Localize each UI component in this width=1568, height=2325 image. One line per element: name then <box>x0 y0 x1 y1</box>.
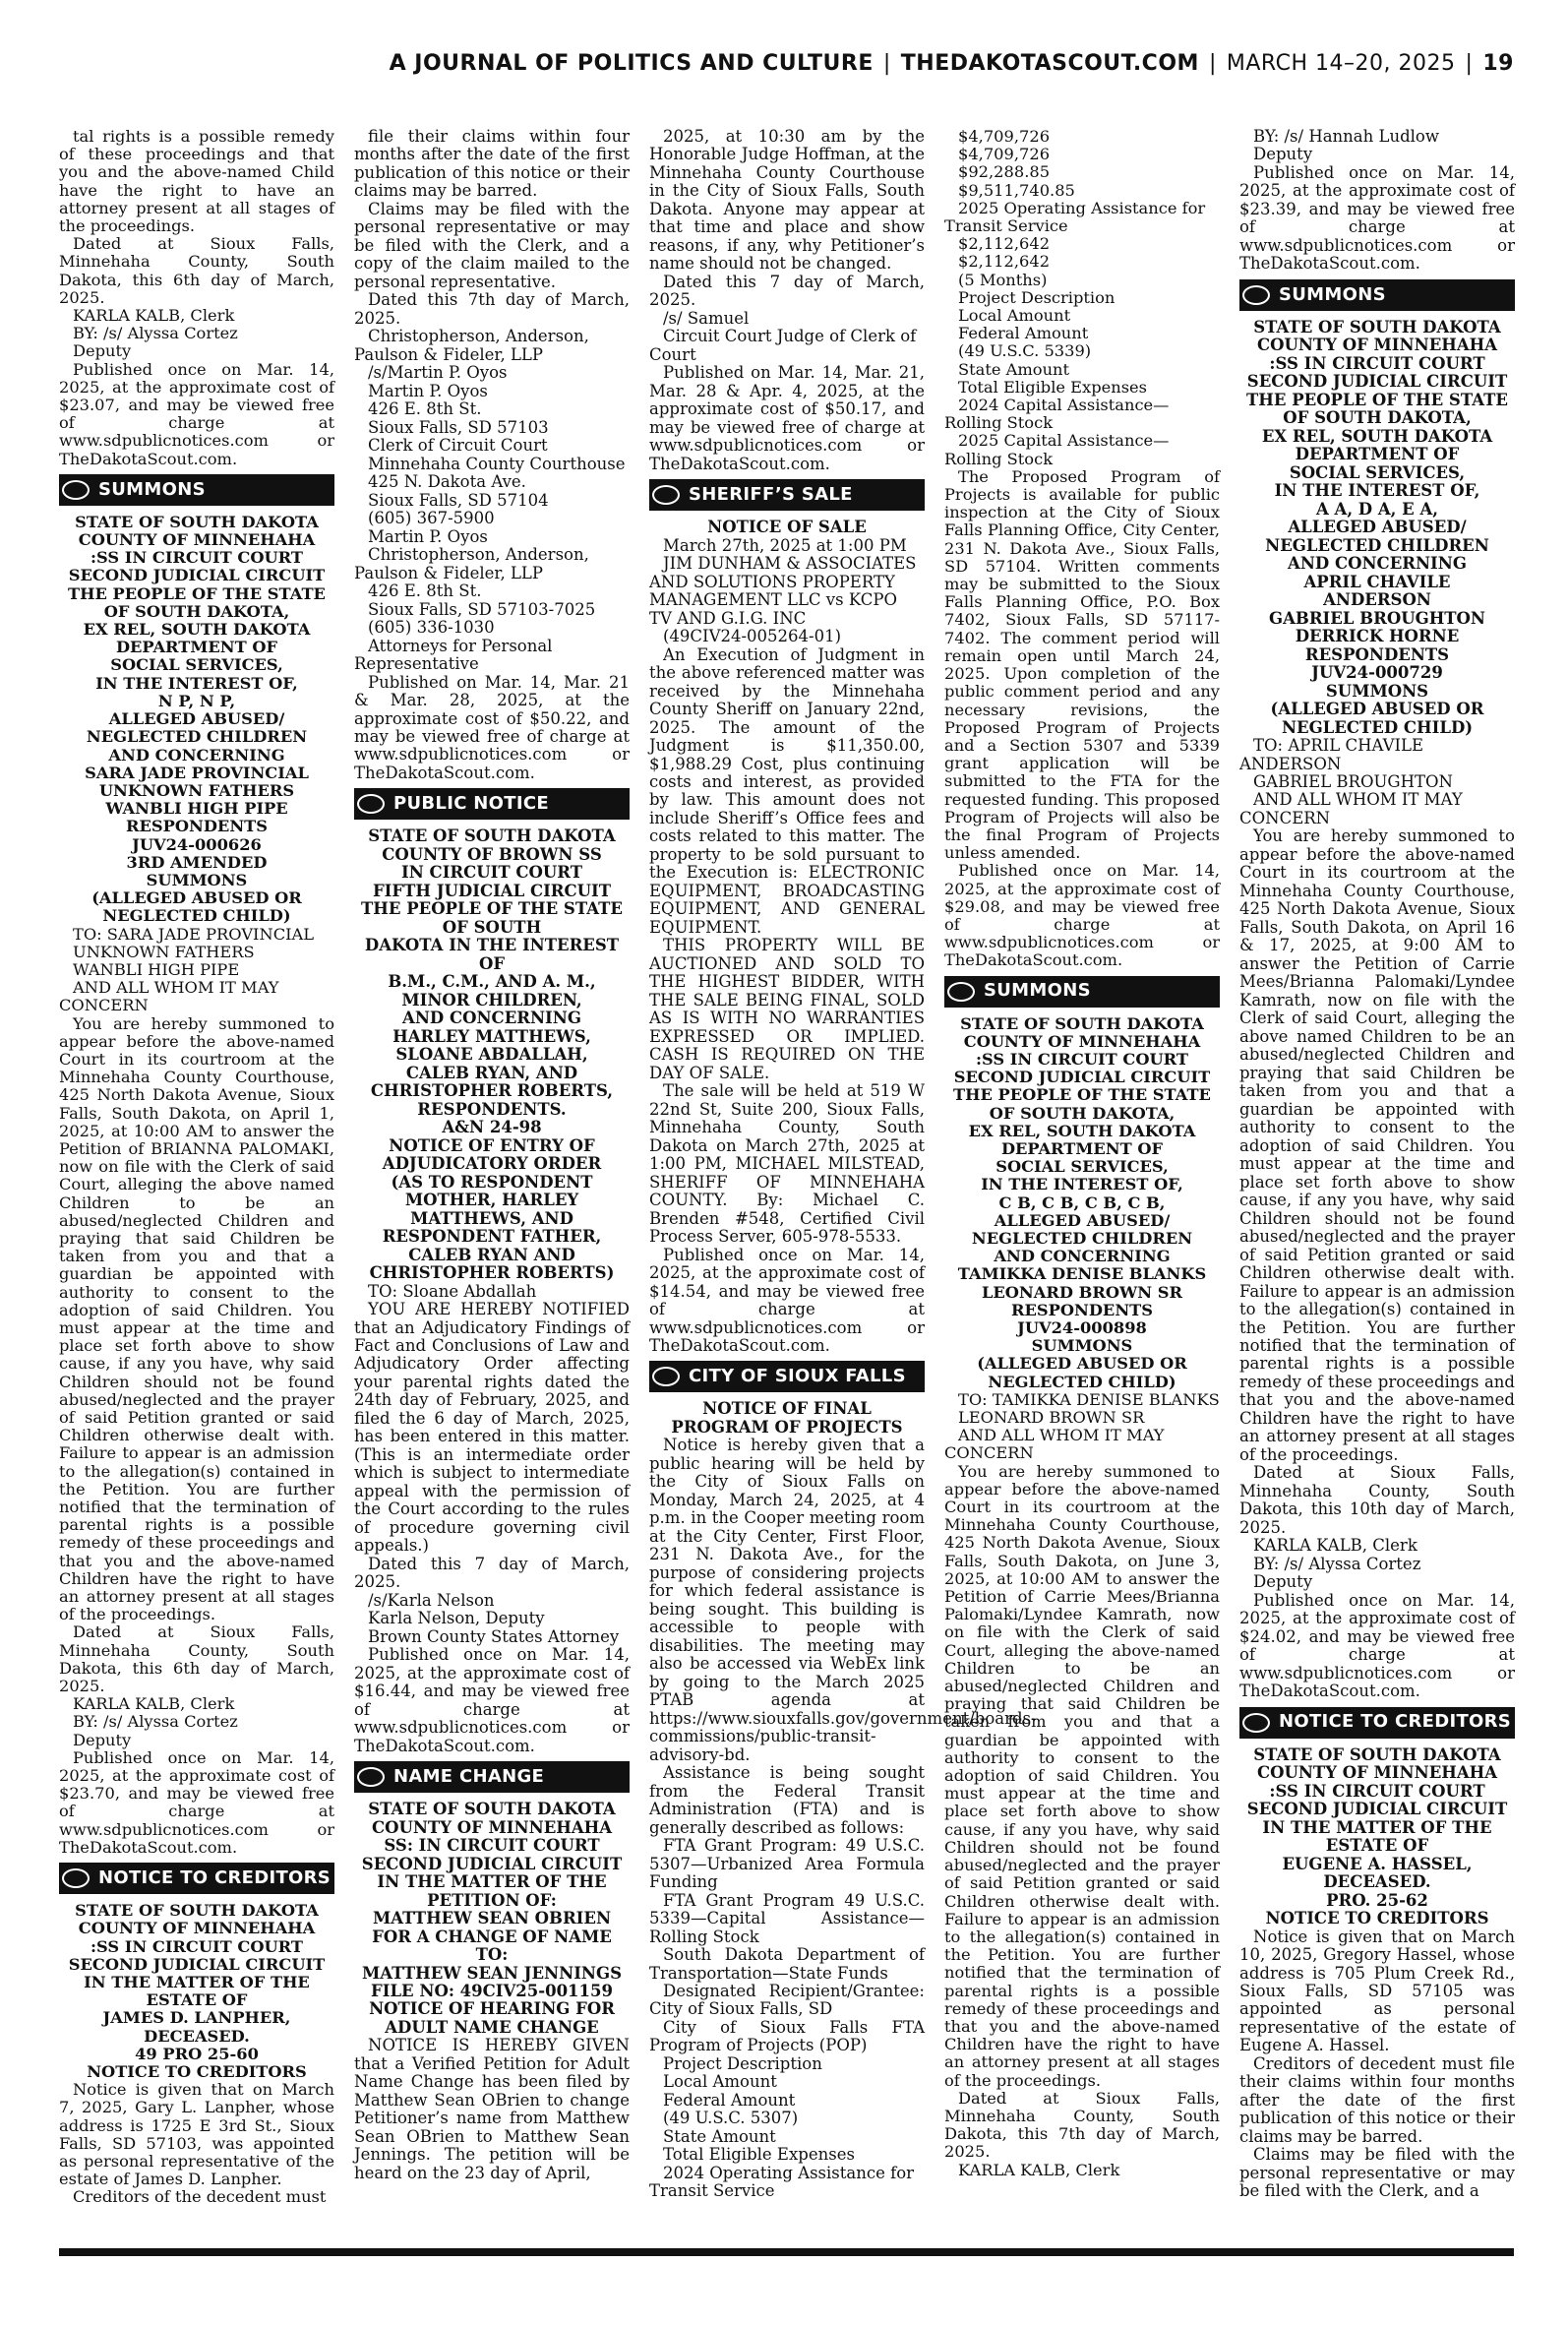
notice-heading-line: DECEASED. <box>1323 1872 1431 1892</box>
notice-heading-line: EX REL, SOUTH DAKOTA <box>1261 426 1493 446</box>
notice-line: (605) 336-1030 <box>368 618 495 638</box>
notice-paragraph: The sale will be held at 519 W 22nd St, Suite 200, Sioux Falls, Minnehaha County, South Dakota on March 27th, 2025 at 1:00 PM, MICHAEL MILSTEAD, SHERIFF OF MINNEHAHA COUNTY. By: Michael C. Brenden #548, Certified Civil Process Server, 605-978-5533. <box>649 1081 925 1247</box>
notice-paragraph: Assistance is being sought from the Federal Transit Administration (FTA) and is generally described as follows: <box>649 1763 925 1837</box>
notice-paragraph: Dated this 7 day of March, 2025. <box>354 1554 630 1592</box>
notice-line: Deputy <box>1253 145 1313 164</box>
notice-heading-line: COUNTY OF MINNEHAHA <box>963 1031 1201 1051</box>
notice-heading-line: STATE OF SOUTH DAKOTA <box>1253 317 1501 337</box>
notice-line: $2,112,642 <box>958 252 1051 272</box>
notice-heading-line: STATE OF SOUTH DAKOTA <box>75 1901 319 1921</box>
notice-line: TO: SARA JADE PROVINCIAL <box>73 924 315 944</box>
notice-paragraph: tal rights is a possible remedy of these proceedings and that you and the above-named Child have the right to have an attorney present at all stages of the proceedings. <box>59 127 334 236</box>
notice-paragraph: South Dakota Department of Transportation—State Funds <box>649 1945 925 1983</box>
notice-heading-line: :SS IN CIRCUIT COURT <box>90 548 303 568</box>
notice-heading-line: SECOND JUDICIAL CIRCUIT <box>953 1068 1211 1087</box>
notice-heading-line: IN THE INTEREST OF, <box>981 1175 1183 1194</box>
section-banner <box>649 1361 925 1392</box>
notice-heading-line: OF SOUTH DAKOTA, <box>1283 408 1472 428</box>
notice-line: Circuit Court Judge of Clerk of Court <box>649 327 917 364</box>
notice-heading-line: RESPONDENTS. <box>417 1099 567 1119</box>
notice-heading-line: NOTICE TO CREDITORS <box>87 2061 307 2081</box>
megaphone-icon <box>59 474 92 506</box>
notice-heading-line: NOTICE OF HEARING FOR <box>369 1999 615 2019</box>
notice-heading-line: NOTICE OF FINAL <box>702 1399 872 1419</box>
notice-heading-line: NEGLECTED CHILD) <box>102 906 291 926</box>
notice-heading-line: CHRISTOPHER ROBERTS) <box>369 1263 615 1283</box>
notice-heading-line: SECOND JUDICIAL CIRCUIT <box>68 1954 326 1974</box>
section-banner <box>1239 279 1515 311</box>
notice-heading-line: STATE OF SOUTH DAKOTA <box>368 826 616 846</box>
notice-heading-line: DECEASED. <box>144 2026 250 2046</box>
notice-heading-line: SOCIAL SERVICES, <box>110 655 283 675</box>
notice-heading-line: WANBLI HIGH PIPE <box>105 799 288 819</box>
notice-line: Minnehaha County Courthouse <box>368 454 626 473</box>
notice-line: Deputy <box>1253 1572 1313 1592</box>
notice-paragraph: Dated at Sioux Falls, Minnehaha County, South Dakota, this 7th day of March, 2025. <box>944 2088 1220 2162</box>
notice-heading-line: :SS IN CIRCUIT COURT <box>1269 353 1485 373</box>
notice-paragraph: YOU ARE HEREBY NOTIFIED that an Adjudicatory Findings of Fact and Conclusions of Law and Adjudicatory Order affecting your parental rights dated the 24th day of February, 2025, and filed the 6 day of March, 2025, has been entered in this matter. (This is an intermediate order which is subject to intermediate appeal with the permission of the Court according to the rules of procedure governing civil appeals.) <box>354 1300 630 1556</box>
notice-heading-line: DAKOTA IN THE INTEREST <box>364 936 620 955</box>
notice-heading-line: IN THE INTEREST OF, <box>95 673 298 693</box>
section-banner <box>649 479 925 511</box>
notice-line: LEONARD BROWN SR <box>958 1408 1145 1428</box>
notice-heading-line: MATTHEW SEAN JENNINGS <box>361 1963 623 1983</box>
notice-paragraph: 2025, at 10:30 am by the Honorable Judge Hoffman, at the Minnehaha County Courthouse in the City of Sioux Falls, South Dakota. Anyone may appear at that time and place and show reasons, if any, why Petitioner’s name should not be changed. <box>649 127 925 274</box>
notice-heading-line: NOTICE OF SALE <box>707 518 867 537</box>
notice-heading-line: IN THE MATTER OF THE <box>84 1972 310 1991</box>
notice-line: KARLA KALB, Clerk <box>958 2160 1120 2179</box>
notice-paragraph: Published once on Mar. 14, 2025, at the approximate cost of $23.39, and may be viewed free of charge at www.sdpublicnotices.com or TheDakotaScout.com. <box>1239 162 1515 274</box>
section-banner-label: SHERIFF’S SALE <box>689 483 853 505</box>
notice-line: $2,112,642 <box>958 234 1051 254</box>
notice-heading-line: COUNTY OF MINNEHAHA <box>78 1919 316 1938</box>
notice-line: $4,709,726 <box>958 127 1051 146</box>
column-1 <box>59 128 334 2229</box>
notice-line: KARLA KALB, Clerk <box>73 1694 235 1714</box>
notice-line: BY: /s/ Alyssa Cortez <box>1253 1554 1421 1573</box>
notice-heading-line: SOCIAL SERVICES, <box>1289 462 1466 482</box>
notice-heading-line: JUV24-000898 <box>1017 1318 1147 1337</box>
notice-line: WANBLI HIGH PIPE <box>73 959 240 979</box>
notice-heading-line: COUNTY OF MINNEHAHA <box>78 530 316 550</box>
notice-line: KARLA KALB, Clerk <box>1253 1536 1417 1556</box>
notice-paragraph: Published on Mar. 14, Mar. 21, Mar. 28 & Apr. 4, 2025, at the approximate cost of $50.17, and may be viewed free of charge at www.sdpublicnotices.com or TheDakotaScout.com. <box>649 363 925 473</box>
notice-line: /s/Martin P. Oyos <box>368 363 508 383</box>
notice-heading-line: MOTHER, HARLEY <box>404 1191 579 1210</box>
notice-heading-line: PROGRAM OF PROJECTS <box>671 1417 903 1437</box>
notice-heading-line: AND CONCERNING <box>402 1009 581 1028</box>
notice-line: TO: TAMIKKA DENISE BLANKS <box>958 1389 1220 1409</box>
notice-line: 426 E. 8th St. <box>368 399 482 419</box>
notice-heading-line: SECOND JUDICIAL CIRCUIT <box>68 566 326 585</box>
notice-heading-line: SOCIAL SERVICES, <box>995 1157 1169 1177</box>
notice-heading-line: DERRICK HORNE <box>1295 627 1460 646</box>
notice-line: $9,511,740.85 <box>958 180 1075 200</box>
notice-heading-line: IN THE MATTER OF THE <box>377 1872 607 1892</box>
notice-heading-line: 49 PRO 25-60 <box>135 2044 259 2063</box>
notice-paragraph: Published once on Mar. 14, 2025, at the approximate cost of $23.07, and may be viewed free of charge at www.sdpublicnotices.com or TheDakotaScout.com. <box>59 359 334 468</box>
notice-heading-line: NEGLECTED CHILD) <box>988 1372 1176 1391</box>
notice-heading-line: IN CIRCUIT COURT <box>401 863 582 883</box>
notice-line: Martin P. Oyos <box>368 381 488 400</box>
notice-line: (49CIV24-005264-01) <box>663 627 842 646</box>
notice-line: Federal Amount <box>958 324 1089 343</box>
notice-heading-line: RESPONDENTS <box>1304 644 1450 664</box>
notice-line: Brown County States Attorney <box>368 1626 620 1646</box>
notice-heading-line: (AS TO RESPONDENT <box>391 1172 593 1192</box>
notice-heading-line: MINOR CHILDREN, <box>401 990 582 1010</box>
notice-line: AND ALL WHOM IT MAY CONCERN <box>59 978 279 1015</box>
notice-heading-line: EUGENE A. HASSEL, <box>1282 1854 1473 1873</box>
notice-heading-line: COUNTY OF BROWN SS <box>382 844 602 864</box>
notice-heading-line: DEPARTMENT OF <box>115 638 278 657</box>
notice-paragraph: THIS PROPERTY WILL BE AUCTIONED AND SOLD TO THE HIGHEST BIDDER, WITH THE SALE BEING FINAL, SOLD AS IS WITH NO WARRANTIES EXPRESSED OR IMPLIED. CASH IS REQUIRED ON THE DAY OF SALE. <box>649 936 925 1082</box>
notice-paragraph: file their claims within four months after the date of the first publication of this notice or their claims may be barred. <box>354 127 630 201</box>
notice-paragraph: NOTICE IS HEREBY GIVEN that a Verified Petition for Adult Name Change has been filed by Matthew Sean OBrien to change Petitioner’s name from Matthew Sean OBrien to Matthew Sean Jennings. The petition will be heard on the 23 day of April, <box>354 2036 630 2182</box>
footer-rule <box>59 2248 1514 2256</box>
notice-heading-line: THE PEOPLE OF THE STATE <box>953 1085 1211 1105</box>
notice-paragraph: Dated this 7th day of March, 2025. <box>354 290 630 328</box>
section-banner <box>59 1863 334 1894</box>
section-banner <box>354 1761 630 1793</box>
notice-heading-line: MATTHEWS, AND <box>410 1208 573 1228</box>
notice-paragraph: Dated at Sioux Falls, Minnehaha County, South Dakota, this 6th day of March, 2025. <box>59 1622 334 1696</box>
notice-line: Local Amount <box>663 2072 777 2092</box>
notice-paragraph: Dated this 7 day of March, 2025. <box>649 272 925 310</box>
notice-paragraph: An Execution of Judgment in the above referenced matter was received by the Minnehaha County Sheriff on January 22nd, 2025. The amount of the Judgment is $11,350.00, $1,988.29 Cost, plus continuing costs and interest, as provided by law. This amount does not include Sheriff’s Office fees and costs related to this matter. The property to be sold pursuant to the Execution is: ELECTRONIC EQUIPMENT, BROADCASTING EQUIPMENT, AND GENERAL EQUIPMENT. <box>649 644 925 937</box>
notice-heading-line: (ALLEGED ABUSED OR <box>977 1354 1187 1374</box>
notice-heading-line: (ALLEGED ABUSED OR <box>91 888 302 908</box>
notice-line: Christopherson, Anderson, Paulson & Fideler, LLP <box>354 545 589 582</box>
section-banner-label: PUBLIC NOTICE <box>393 793 549 815</box>
notice-paragraph: Claims may be filed with the personal representative or may be filed with the Clerk, and a <box>1239 2145 1515 2201</box>
notice-line: TO: APRIL CHAVILE ANDERSON <box>1239 736 1424 773</box>
notice-paragraph: You are hereby summoned to appear before the above-named Court in its courtroom at the Minnehaha County Courthouse, 425 North Dakota Avenue, Sioux Falls, South Dakota, on April 16 & 17, 2025, at 9:00 AM to answer the Petition of Carrie Mees/Brianna Palomaki/Lyndee Kamrath, now on file with the Clerk of said Court, alleging the above named Children to be an abused/neglected Children and praying that said Children be taken from you and that a guardian be appointed with authority to consent to the adoption of said Children. You must appear at the time and place set forth above to show cause, if any you have, why said Children should not be found abused/neglected and the prayer of said Petition granted or said Children otherwise dealt with. Failure to appear is an admission to the allegation(s) contained in the Petition. You are further notified that the termination of parental rights is a possible remedy of these proceedings and that you and the above-named Children have the right to have an attorney present at all stages of the proceedings. <box>1239 826 1515 1464</box>
notice-heading-line: ADJUDICATORY ORDER <box>382 1154 602 1174</box>
section-banner-label: NAME CHANGE <box>393 1765 545 1787</box>
notice-heading-line: COUNTY OF MINNEHAHA <box>1256 336 1498 355</box>
notice-heading-line: 3RD AMENDED <box>126 852 268 872</box>
notice-heading-line: RESPONDENTS <box>125 817 268 836</box>
notice-heading-line: SUMMONS <box>1031 1336 1133 1356</box>
notice-line: UNKNOWN FATHERS <box>73 942 255 961</box>
megaphone-icon <box>1239 279 1273 311</box>
notice-heading-line: NOTICE TO CREDITORS <box>1265 1909 1489 1928</box>
notice-line: Total Eligible Expenses <box>958 377 1147 397</box>
notice-heading-line: SECOND JUDICIAL CIRCUIT <box>1246 1800 1508 1819</box>
megaphone-icon <box>649 479 683 511</box>
notice-line: Federal Amount <box>663 2090 796 2110</box>
notice-line: Deputy <box>73 1730 132 1749</box>
notice-heading-line: HARLEY MATTHEWS, <box>392 1026 591 1046</box>
notice-paragraph: You are hereby summoned to appear before the above-named Court in its courtroom at the Minnehaha County Courthouse, 425 North Dakota Avenue, Sioux Falls, South Dakota, on April 1, 2025, at 10:00 AM to answer the Petition of BRIANNA PALOMAKI, now on file with the Clerk of said Court, alleging the above named Children to be an abused/neglected Children and praying that said Children be taken from you and that a guardian be appointed with authority to consent to the adoption of said Children. You must appear at the time and place set forth above to show cause, if any you have, why said Children should not be found abused/neglected and the prayer of said Petition granted or said Children otherwise dealt with. Failure to appear is an admission to the allegation(s) contained in the Petition. You are further notified that the termination of parental rights is a possible remedy of these proceedings and that you and the above-named Children have the right to have an attorney present at all stages of the proceedings. <box>59 1013 334 1624</box>
notice-heading-line: EX REL, SOUTH DAKOTA <box>968 1121 1196 1140</box>
notice-heading-line: STATE OF SOUTH DAKOTA <box>960 1013 1204 1033</box>
notice-line: TO: Sloane Abdallah <box>368 1281 537 1301</box>
notice-paragraph: Creditors of the decedent must <box>73 2187 327 2207</box>
notice-heading-line: NEGLECTED CHILDREN <box>1265 535 1489 555</box>
notice-heading-line: ALLEGED ABUSED/ <box>1288 518 1467 537</box>
notice-line: Deputy <box>73 341 132 361</box>
notice-line: /s/ Samuel <box>663 308 750 328</box>
notice-paragraph: Published once on Mar. 14, 2025, at the approximate cost of $23.70, and may be viewed free of charge at www.sdpublicnotices.com or TheDakotaScout.com. <box>59 1747 334 1857</box>
notice-heading-line: ESTATE OF <box>146 1990 248 2010</box>
notice-heading-line: MATTHEW SEAN OBRIEN <box>372 1909 612 1928</box>
notice-heading-line: FOR A CHANGE OF NAME <box>372 1927 612 1946</box>
notice-heading-line: SECOND JUDICIAL CIRCUIT <box>361 1854 623 1873</box>
notice-heading-line: RESPONDENT FATHER, <box>382 1227 602 1247</box>
section-banner-label: NOTICE TO CREDITORS <box>1279 1711 1512 1733</box>
notice-heading-line: SARA JADE PROVINCIAL <box>85 763 309 782</box>
notice-heading-line: NEGLECTED CHILDREN <box>86 727 308 747</box>
notice-paragraph: Published once on Mar. 14, 2025, at the approximate cost of $24.02, and may be viewed free of charge at www.sdpublicnotices.com or TheDakotaScout.com. <box>1239 1590 1515 1701</box>
notice-heading-line: CALEB RYAN, AND <box>405 1063 578 1082</box>
notice-line: (49 U.S.C. 5307) <box>663 2109 799 2128</box>
notice-heading-line: THE PEOPLE OF THE STATE <box>361 899 623 919</box>
notice-heading-line: PRO. 25-62 <box>1326 1890 1428 1910</box>
page-number: 19 <box>1482 51 1514 76</box>
notice-line: BY: /s/ Hannah Ludlow <box>1253 127 1439 146</box>
notice-heading-line: SUMMONS <box>146 870 248 889</box>
notice-heading-line: OF SOUTH DAKOTA, <box>103 601 290 621</box>
site-name: THEDAKOTASCOUT.COM <box>900 51 1199 76</box>
notice-line: AND ALL WHOM IT MAY CONCERN <box>944 1426 1165 1463</box>
section-banner <box>944 976 1220 1008</box>
notice-paragraph: Published once on Mar. 14, 2025, at the approximate cost of $16.44, and may be viewed free of charge at www.sdpublicnotices.com or TheDakotaScout.com. <box>354 1645 630 1755</box>
notice-heading-line: :SS IN CIRCUIT COURT <box>1269 1781 1485 1801</box>
notice-heading-line: ANDERSON <box>1323 590 1431 610</box>
section-banner-label: CITY OF SIOUX FALLS <box>689 1366 906 1387</box>
megaphone-icon <box>649 1361 683 1392</box>
notice-heading-line: A&N 24-98 <box>442 1118 542 1137</box>
notice-heading-line: SECOND JUDICIAL CIRCUIT <box>1246 372 1508 392</box>
notice-heading-line: JAMES D. LANPHER, <box>102 2008 291 2028</box>
notice-heading-line: OF SOUTH <box>442 917 542 937</box>
notice-line: KARLA KALB, Clerk <box>73 306 235 326</box>
notice-heading-line: JUV24-000729 <box>1311 663 1443 683</box>
notice-heading-line: :SS IN CIRCUIT COURT <box>90 1936 303 1956</box>
notice-line: 2025 Capital Assistance—Rolling Stock <box>944 431 1170 468</box>
notice-paragraph: Notice is given that on March 10, 2025, Gregory Hassel, whose address is 705 Plum Creek Rd., Sioux Falls, SD 57105 was appointed as personal representative of the estate of Eugene A. Hassel. <box>1239 1927 1515 2055</box>
notice-paragraph: Dated at Sioux Falls, Minnehaha County, South Dakota, this 10th day of March, 2025. <box>1239 1463 1515 1537</box>
notice-line: Local Amount <box>958 306 1071 326</box>
notice-heading-line: TAMIKKA DENISE BLANKS <box>957 1264 1207 1284</box>
notice-line: March 27th, 2025 at 1:00 PM <box>663 535 907 555</box>
section-banner <box>59 474 334 506</box>
notice-heading-line: TO: <box>475 1945 509 1965</box>
notice-heading-line: COUNTY OF MINNEHAHA <box>1256 1763 1498 1783</box>
notice-heading-line: AND CONCERNING <box>1288 554 1467 574</box>
notice-line: /s/Karla Nelson <box>368 1590 495 1610</box>
notice-line: (605) 367-5900 <box>368 509 495 528</box>
notice-heading-line: (ALLEGED ABUSED OR <box>1270 700 1484 719</box>
notice-heading-line: C B, C B, C B, C B, <box>998 1193 1166 1212</box>
notice-line: 426 E. 8th St. <box>368 581 482 601</box>
notice-heading-line: LEONARD BROWN SR <box>981 1282 1183 1302</box>
notice-heading-line: SS: IN CIRCUIT COURT <box>384 1836 600 1856</box>
notice-heading-line: IN THE MATTER OF THE <box>1262 1817 1492 1837</box>
notice-heading-line: EX REL, SOUTH DAKOTA <box>83 620 311 640</box>
notice-heading-line: THE PEOPLE OF THE STATE <box>68 583 326 603</box>
megaphone-icon <box>1239 1707 1273 1739</box>
notice-line: Project Description <box>958 287 1116 307</box>
notice-heading-line: STATE OF SOUTH DAKOTA <box>1253 1744 1501 1764</box>
notice-line: Sioux Falls, SD 57104 <box>368 490 549 510</box>
notice-paragraph: Published on Mar. 14, Mar. 21 & Mar. 28, 2025, at the approximate cost of $50.22, and may be viewed free of charge at www.sdpublicnotices.com or TheDakotaScout.com. <box>354 672 630 782</box>
notice-line: Martin P. Oyos <box>368 526 488 546</box>
notice-line: State Amount <box>958 359 1070 379</box>
notice-line: Christopherson, Anderson, Paulson & Fideler, LLP <box>354 327 589 364</box>
notice-line: $4,709,726 <box>958 145 1051 164</box>
notice-line: BY: /s/ Alyssa Cortez <box>73 324 238 343</box>
notice-paragraph: Dated at Sioux Falls, Minnehaha County, South Dakota, this 6th day of March, 2025. <box>59 234 334 307</box>
notice-heading-line: STATE OF SOUTH DAKOTA <box>75 512 319 531</box>
notice-line: 2024 Capital Assistance—Rolling Stock <box>944 396 1170 433</box>
column-2 <box>354 128 630 2229</box>
notice-paragraph: FTA Grant Program: 49 U.S.C. 5307—Urbanized Area Formula Funding <box>649 1836 925 1892</box>
notice-line: AND ALL WHOM IT MAY CONCERN <box>1239 790 1463 827</box>
notice-line: State Amount <box>663 2126 776 2146</box>
notice-heading-line: :SS IN CIRCUIT COURT <box>976 1049 1188 1069</box>
megaphone-icon <box>59 1863 92 1894</box>
megaphone-icon <box>354 788 388 820</box>
notice-paragraph: Claims may be filed with the personal representative or may be filed with the Clerk, and a copy of the claim mailed to the personal representative. <box>354 199 630 291</box>
notice-heading-line: ALLEGED ABUSED/ <box>994 1210 1171 1230</box>
notice-paragraph: FTA Grant Program 49 U.S.C. 5339—Capital Assistance—Rolling Stock <box>649 1890 925 1946</box>
notice-paragraph: Designated Recipient/Grantee: City of Sioux Falls, SD <box>649 1981 925 2019</box>
notice-heading-line: RESPONDENTS <box>1010 1300 1153 1319</box>
notice-heading-line: FIFTH JUDICIAL CIRCUIT <box>372 881 612 900</box>
notice-heading-line: OF SOUTH DAKOTA, <box>989 1103 1176 1123</box>
notice-heading-line: ALLEGED ABUSED/ <box>108 709 285 729</box>
notice-heading-line: ADULT NAME CHANGE <box>385 2017 599 2037</box>
notice-heading-line: SLOANE ABDALLAH, <box>395 1045 588 1065</box>
section-banner <box>354 788 630 820</box>
notice-heading-line: CHRISTOPHER ROBERTS, <box>370 1081 614 1101</box>
column-4 <box>944 128 1220 2229</box>
notice-paragraph: City of Sioux Falls FTA Program of Projects (POP) <box>649 2017 925 2055</box>
notice-heading-line: STATE OF SOUTH DAKOTA <box>368 1800 616 1819</box>
notice-heading-line: DEPARTMENT OF <box>1000 1138 1164 1158</box>
notice-line: 2024 Operating Assistance for Transit Service <box>649 2163 915 2201</box>
megaphone-icon <box>354 1761 388 1793</box>
notice-heading-line: B.M., C.M., AND A. M., <box>388 972 596 992</box>
section-banner-label: SUMMONS <box>98 478 206 500</box>
notice-heading-line: GABRIEL BROUGHTON <box>1268 608 1486 628</box>
notice-line: Project Description <box>663 2053 822 2073</box>
notice-heading-line: NEGLECTED CHILDREN <box>971 1228 1193 1248</box>
notice-heading-line: FILE NO: 49CIV25-001159 <box>371 1981 613 2000</box>
section-banner-label: NOTICE TO CREDITORS <box>98 1866 332 1888</box>
notice-paragraph: Published once on Mar. 14, 2025, at the approximate cost of $29.08, and may be viewed free of charge at www.sdpublicnotices.com or TheDakotaScout.com. <box>944 861 1220 970</box>
notice-heading-line: COUNTY OF MINNEHAHA <box>371 1817 613 1837</box>
notice-heading-line: APRIL CHAVILE <box>1303 572 1451 591</box>
page-header: A JOURNAL OF POLITICS AND CULTURE | THEDAKOTASCOUT.COM | MARCH 14–20, 2025 | 19 <box>389 51 1514 76</box>
notice-paragraph: Creditors of decedent must file their claims within four months after the date of the first publication of this notice or their claims may be barred. <box>1239 2053 1515 2146</box>
notice-line: (49 U.S.C. 5339) <box>958 341 1092 361</box>
notice-line: Sioux Falls, SD 57103 <box>368 417 549 437</box>
notice-line: GABRIEL BROUGHTON <box>1253 771 1453 791</box>
notice-heading-line: N P, N P, <box>157 691 236 710</box>
issue-dates: MARCH 14–20, 2025 <box>1226 51 1456 76</box>
notice-line: BY: /s/ Alyssa Cortez <box>73 1712 238 1732</box>
notice-line: 2025 Operating Assistance for Transit Service <box>944 198 1206 236</box>
notice-paragraph: You are hereby summoned to appear before the above-named Court in its courtroom at the Minnehaha County Courthouse, 425 North Dakota Avenue, Sioux Falls, South Dakota, on June 3, 2025, at 10:00 AM to answer the Petition of Carrie Mees/Brianna Palomaki/Lyndee Kamrath, now on file with the Clerk of said Court, alleging the above-named Children to be an abused/neglected Children and praying that said Children be taken from you and that a guardian be appointed with authority to consent to the adoption of said Children. You must appear at the time and place set forth above to show cause, if any you have, why said Children should not be found abused/neglected and the prayer of said Petition granted or said Children otherwise dealt with. Failure to appear is an admission to the allegation(s) contained in the Petition. You are further notified that the termination of parental rights is a possible remedy of these proceedings and that you and the above-named Children have the right to have an attorney present at all stages of the proceedings. <box>944 1461 1220 2090</box>
notice-paragraph: Notice is hereby given that a public hearing will be held by the City of Sioux Falls on Monday, March 24, 2025, at 4 p.m. in the Cooper meeting room at the City Center, First Floor, 231 N. Dakota Ave., for the purpose of considering projects for which federal assistance is being sought. This building is accessible to people with disabilities. The meeting may also be accessed via WebEx link by going to the March 2025 PTAB agenda at https://www.siouxfalls.gov/government/boards-commissions/public-transit-advisory-bd. <box>649 1436 1037 1764</box>
notice-heading-line: JUV24-000626 <box>132 834 262 854</box>
notice-heading-line: ESTATE OF <box>1325 1836 1429 1856</box>
notice-heading-line: CALEB RYAN AND <box>408 1245 575 1264</box>
notice-line: Karla Nelson, Deputy <box>368 1609 545 1628</box>
notice-paragraph: Notice is given that on March 7, 2025, Gary L. Lanpher, whose address is 1725 E 3rd St., Sioux Falls, SD 57103, was appointed as personal representative of the estate of James D. Lanpher. <box>59 2080 334 2189</box>
notice-heading-line: THE PEOPLE OF THE STATE <box>1246 390 1508 409</box>
notice-heading-line: OF <box>478 953 506 973</box>
section-banner-label: SUMMONS <box>984 980 1091 1002</box>
notice-line: Total Eligible Expenses <box>663 2145 855 2165</box>
section-banner-label: SUMMONS <box>1279 283 1386 305</box>
notice-heading-line: AND CONCERNING <box>994 1247 1171 1266</box>
journal-tagline: A JOURNAL OF POLITICS AND CULTURE <box>389 51 874 76</box>
notice-line: Attorneys for Personal Representative <box>354 636 553 674</box>
notice-heading-line: UNKNOWN FATHERS <box>98 780 295 800</box>
section-banner <box>1239 1707 1515 1739</box>
notice-line: 425 N. Dakota Ave. <box>368 472 526 492</box>
column-5 <box>1239 128 1515 2229</box>
notice-line: (5 Months) <box>958 270 1048 289</box>
notice-heading-line: AND CONCERNING <box>108 745 285 765</box>
notice-line: JIM DUNHAM & ASSOCIATES AND SOLUTIONS PROPERTY MANAGEMENT LLC vs KCPO TV AND G.I.G. INC <box>649 554 917 628</box>
notice-heading-line: SUMMONS <box>1325 681 1429 701</box>
notice-heading-line: A A, D A, E A, <box>1315 499 1439 519</box>
notice-line: Sioux Falls, SD 57103-7025 <box>368 599 596 619</box>
notice-heading-line: NEGLECTED CHILD) <box>1281 717 1474 737</box>
megaphone-icon <box>944 976 978 1008</box>
notice-line: $92,288.85 <box>958 162 1051 182</box>
notice-heading-line: DEPARTMENT OF <box>1295 445 1460 464</box>
legal-notices-columns <box>59 128 1515 2229</box>
notice-paragraph: The Proposed Program of Projects is available for public inspection at the City of Sioux Falls Planning Office, City Center, 231 N. Dakota Ave., Sioux Falls, SD 57104. Written comments may be submitted to the Sioux Falls Planning Office, P.O. Box 7402, Sioux Falls, SD 57117-7402. The comment period will remain open until March 24, 2025. Upon completion of the public comment period and any necessary revisions, the Proposed Program of Projects and a Section 5307 and 5339 grant application will be submitted to the FTA for the requested funding. This proposed Program of Projects will also be the final Program of Projects unless amended. <box>944 466 1220 863</box>
notice-heading-line: IN THE INTEREST OF, <box>1274 481 1480 501</box>
notice-heading-line: NOTICE OF ENTRY OF <box>389 1135 595 1155</box>
notice-heading-line: PETITION OF: <box>427 1890 557 1910</box>
notice-line: Clerk of Circuit Court <box>368 436 548 456</box>
notice-paragraph: Published once on Mar. 14, 2025, at the approximate cost of $14.54, and may be viewed free of charge at www.sdpublicnotices.com or TheDakotaScout.com. <box>649 1245 925 1355</box>
